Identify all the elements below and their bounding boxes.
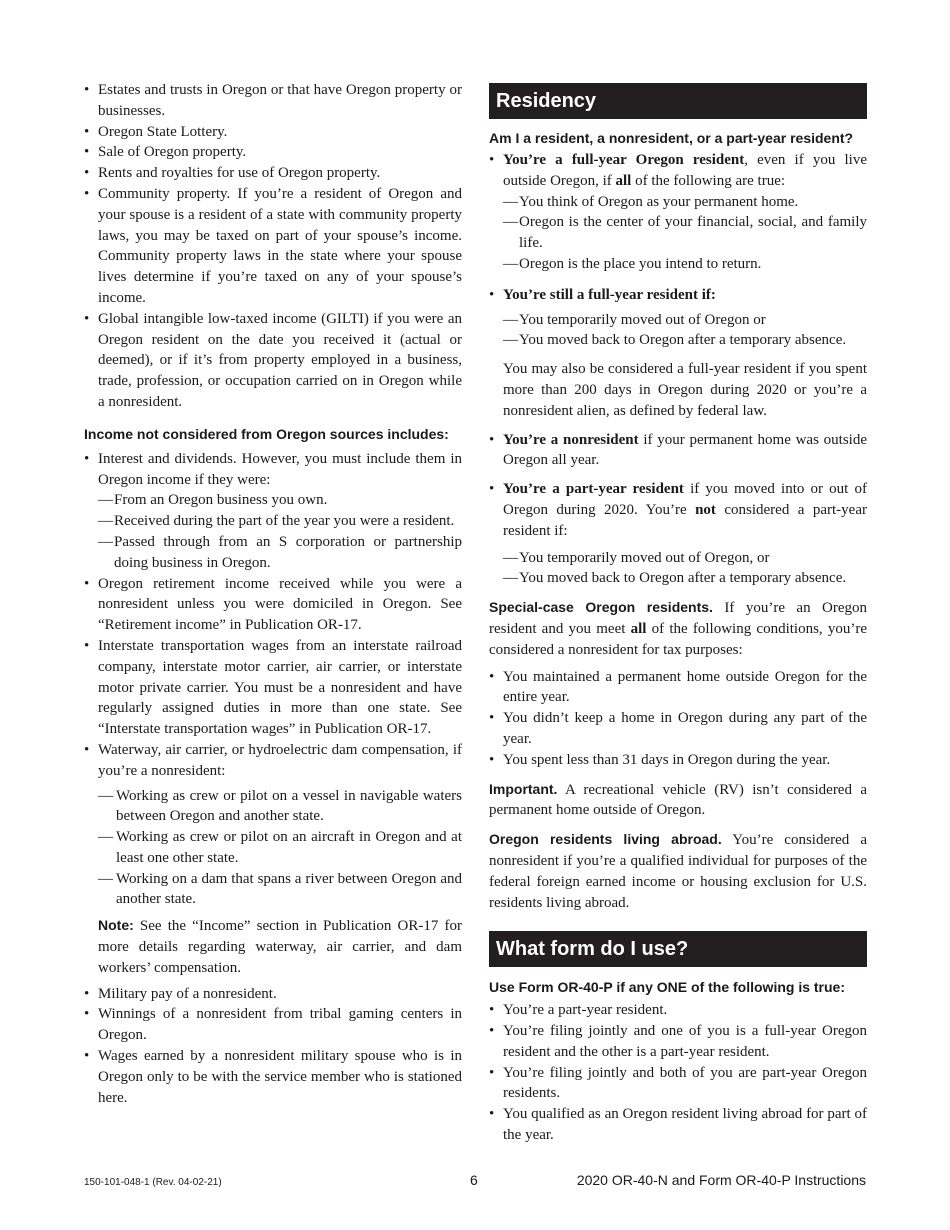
part-year-not: not bbox=[695, 501, 716, 518]
special-case-all: all bbox=[630, 620, 647, 637]
note-text: See the “Income” section in Publication OR-17 for more details regarding waterway, air carrier, and dam workers’ compensation. bbox=[98, 918, 462, 976]
list-sub-item: — From an Oregon business you own. bbox=[84, 490, 462, 511]
list-sub-item: — You moved back to Oregon after a temporary absence. bbox=[489, 568, 867, 589]
full-year-text2: of the following are true: bbox=[631, 172, 786, 189]
footer-page-number: 6 bbox=[470, 1172, 478, 1188]
list-sub-item: — Oregon is the place you intend to return. bbox=[489, 254, 867, 275]
still-resident-bold: You’re still a full-year resident if: bbox=[503, 286, 716, 303]
list-item: • You’re a part-year resident. bbox=[489, 1000, 867, 1021]
list-item: • Winnings of a nonresident from tribal gaming centers in Oregon. bbox=[84, 1004, 462, 1046]
list-item: • Oregon State Lottery. bbox=[84, 122, 462, 143]
important-paragraph bbox=[489, 779, 867, 822]
list-item: • Rents and royalties for use of Oregon property. bbox=[84, 163, 462, 184]
list-item bbox=[489, 150, 867, 192]
list-item: • You maintained a permanent home outside Oregon for the entire year. bbox=[489, 667, 867, 709]
nonresident-bold: You’re a nonresident bbox=[503, 431, 639, 448]
important-text: A recreational vehicle (RV) isn’t considered a permanent home outside of Oregon. bbox=[489, 781, 867, 819]
list-item bbox=[489, 430, 867, 472]
list-item: • Interstate transportation wages from an interstate railroad company, interstate motor carrier, air carrier, or interstate motor private carrier. You must be a nonresident and have regularly assigned duties in more than one state. See “Interstate transportation wages” in Publication OR-17. bbox=[84, 636, 462, 740]
full-year-all: all bbox=[615, 172, 632, 189]
list-sub-item: — Passed through from an S corporation or partnership doing business in Oregon. bbox=[84, 532, 462, 574]
list-item: • You spent less than 31 days in Oregon during the year. bbox=[489, 750, 867, 771]
list-item: • You qualified as an Oregon resident living abroad for part of the year. bbox=[489, 1104, 867, 1146]
list-item: • You’re filing jointly and both of you are part-year Oregon residents. bbox=[489, 1063, 867, 1105]
special-case-text1: If you’re an Oregon resident and you meet bbox=[489, 600, 868, 637]
note-label: Note: bbox=[98, 917, 134, 934]
left-column bbox=[84, 80, 462, 1108]
abroad-lead: Oregon residents living abroad. bbox=[489, 831, 722, 848]
special-case-text2: of the following conditions, you’re considered a nonresident for tax purposes: bbox=[489, 620, 868, 658]
residency-section-header: Residency bbox=[489, 83, 867, 119]
part-year-text1: if you moved into or out of Oregon during 2020. You’re bbox=[503, 481, 867, 518]
list-item: • Interest and dividends. However, you must include them in Oregon income if they were: bbox=[84, 449, 462, 491]
important-lead: Important. bbox=[489, 780, 558, 797]
footer-form-number: 150-101-048-1 (Rev. 04-02-21) bbox=[84, 1177, 222, 1188]
list-sub-item: — Working as crew or pilot on a vessel in navigable waters between Oregon and another state. bbox=[84, 786, 462, 828]
full-year-bold: You’re a full-year Oregon resident bbox=[503, 152, 745, 168]
list-item: • Oregon retirement income received while you were a nonresident unless you were domiciled in Oregon. See “Retirement income” in Publication OR-17. bbox=[84, 574, 462, 636]
list-item bbox=[489, 479, 867, 541]
list-sub-item: — You temporarily moved out of Oregon or bbox=[489, 310, 867, 331]
full-year-text1: , even if you live outside Oregon, if bbox=[503, 152, 867, 189]
form-heading: Use Form OR-40-P if any ONE of the following is true: bbox=[489, 979, 846, 996]
what-form-section-header: What form do I use? bbox=[489, 931, 867, 967]
special-case-paragraph bbox=[489, 597, 867, 660]
list-item bbox=[489, 285, 867, 306]
list-item: • You didn’t keep a home in Oregon during any part of the year. bbox=[489, 708, 867, 750]
also-paragraph: You may also be considered a full-year resident if you spent more than 200 days in Oregon during 2020 or you’re a nonresident alien, as defined by federal law. bbox=[503, 361, 867, 419]
list-sub-item: — You temporarily moved out of Oregon, or bbox=[489, 548, 867, 569]
list-item: • Global intangible low-taxed income (GILTI) if you were an Oregon resident on the date you received it (actual or deemed), or if it’s from property employed in a business, trade, profession, or occupation carried on in Oregon while a nonresident. bbox=[84, 309, 462, 413]
note-paragraph bbox=[84, 915, 462, 978]
abroad-paragraph bbox=[489, 829, 867, 913]
residency-question: Am I a resident, a nonresident, or a part-year resident? bbox=[489, 130, 854, 146]
list-sub-item: — You moved back to Oregon after a temporary absence. bbox=[489, 330, 867, 351]
list-item: • Sale of Oregon property. bbox=[84, 142, 462, 163]
list-item: • Estates and trusts in Oregon or that have Oregon property or businesses. bbox=[84, 80, 462, 122]
part-year-text2: considered a part-year resident if: bbox=[503, 501, 867, 539]
right-column bbox=[489, 83, 867, 1146]
special-case-lead: Special-case Oregon residents. bbox=[489, 599, 713, 616]
list-item: • Wages earned by a nonresident military spouse who is in Oregon only to be with the service member who is stationed here. bbox=[84, 1046, 462, 1108]
part-year-bold: You’re a part-year resident bbox=[503, 481, 684, 498]
list-sub-item: — Working on a dam that spans a river between Oregon and another state. bbox=[84, 869, 462, 911]
list-sub-item: — Oregon is the center of your financial, social, and family life. bbox=[489, 212, 867, 254]
list-sub-item: — You think of Oregon as your permanent home. bbox=[489, 192, 867, 213]
list-sub-item: — Working as crew or pilot on an aircraft in Oregon and at least one other state. bbox=[84, 827, 462, 869]
list-item: • You’re filing jointly and one of you is a full-year Oregon resident and the other is a part-year resident. bbox=[489, 1021, 867, 1063]
list-item: • Military pay of a nonresident. bbox=[84, 984, 462, 1005]
list-item: • Waterway, air carrier, or hydroelectric dam compensation, if you’re a nonresident: bbox=[84, 740, 462, 782]
footer-title: 2020 OR-40-N and Form OR-40-P Instructions bbox=[576, 1172, 866, 1188]
list-sub-item: — Received during the part of the year you were a resident. bbox=[84, 511, 462, 532]
list-item: • Community property. If you’re a resident of Oregon and your spouse is a resident of a state with community property laws, you may be taxed on part of your spouse’s income. Community property laws in the state where your spouse lives determine if you’re taxed on any of your spouse’s income. bbox=[84, 184, 462, 309]
section-heading-not-oregon-sources: Income not considered from Oregon sources includes: bbox=[84, 425, 449, 442]
nonresident-text: if your permanent home was outside Oregon all year. bbox=[503, 431, 867, 469]
abroad-text: You’re considered a nonresident if you’re a qualified individual for purposes of the federal foreign earned income or housing exclusion for U.S. residents living abroad. bbox=[489, 832, 867, 911]
